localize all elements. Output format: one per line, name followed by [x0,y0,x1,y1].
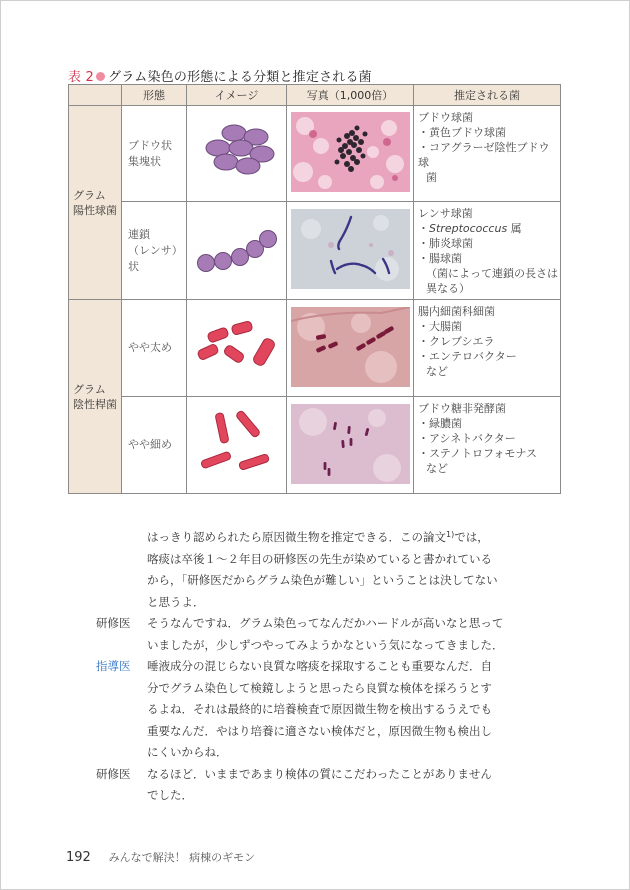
page-number: 192 [66,850,91,865]
bacteria-line: レンサ球菌 [418,207,473,220]
shape-cell [122,300,187,397]
bacteria-line: ・エンテロバクター [418,350,517,363]
dialogue-line: 重要なんだ．やはり培養に適さない検体だと，原因微生物も検出し [147,723,492,738]
header-photo: 写真（1,000倍） [287,85,414,106]
bacteria-line: など [426,462,448,475]
table-header-row [69,85,561,106]
shape-cell [122,106,187,202]
photo-thick-rods [287,300,414,397]
table-row [69,300,561,397]
group-label-line: 陰性桿菌 [73,397,117,411]
dialogue-line: はっきり認められたら原因微生物を推定できる．この論文$^{1)}$では， [147,530,489,544]
header-bacteria: 推定される菌 [414,85,561,106]
shape-label: 集塊状 [128,154,161,168]
thick-rods-illustration [192,312,282,382]
image-thick-rods [187,300,287,397]
dialogue-paragraph [96,524,551,613]
table-row [69,397,561,494]
photo-chain-cocci [287,202,414,300]
bacteria-line: など [426,365,448,378]
group-label-line: グラム [73,382,106,396]
shape-cell [122,202,187,300]
shape-label: やや細め [128,438,172,451]
chain-cocci-illustration [192,219,282,279]
bacteria-line: ・緑膿菌 [418,417,462,430]
speaker-resident: 研修医 [96,766,131,781]
header-corner [69,85,122,106]
dialogue-line: いましたが，少しずつやってみようかなという気になってきました． [147,637,504,652]
photo-cluster-cocci [287,106,414,202]
shape-label: ブドウ状 [128,138,172,152]
bacteria-line: ・ステノトロフォモナス [418,447,538,460]
cluster-cocci-illustration [192,117,282,187]
micrograph-staphylococcus [291,112,410,192]
dialogue-line: にくいからね． [147,745,228,759]
page-footer [66,849,255,865]
dialogue-line: なるほど．いままであまり検体の質にこだわったことがありません [147,766,492,781]
bacteria-line: ・アシネトバクター [418,432,516,445]
speaker-attending: 指導医 [96,659,131,673]
photo-thin-rods [287,397,414,494]
group-gram-positive-cocci [69,106,122,300]
table-number: 表 2 [68,70,95,85]
micrograph-enterobacteriaceae [291,307,410,387]
bacteria-line: ・肺炎球菌 [418,237,473,250]
bacteria-line: ・Streptococcus 属 [418,222,522,235]
dialogue-line: 唾液成分の混じらない良質な喀痰を採取することも重要なんだ．自 [147,659,492,673]
bacteria-line: 異なる） [426,282,470,295]
dialogue-paragraph [96,656,551,764]
bacteria-line: ・腸球菌 [418,252,462,265]
dialogue-line: と思うよ． [147,594,205,609]
bacteria-line: ・クレブシエラ [418,335,495,348]
header-image: イメージ [187,85,287,106]
dialogue-line: から，「研修医だからグラム染色が難しい」ということは決してない [147,573,498,587]
table-row [69,106,561,202]
bacteria-line: 菌 [426,171,437,184]
bacteria-line: ・大腸菌 [418,320,462,333]
micrograph-streptococcus [291,209,410,289]
image-chain-cocci [187,202,287,300]
dialogue-paragraph [96,613,551,656]
bacteria-cell [414,300,561,397]
speaker-resident: 研修医 [96,616,131,630]
shape-label: 連鎖 [128,227,150,241]
bacteria-cell [414,397,561,494]
micrograph-nonfermenter [291,404,410,484]
dialogue-line: 喀痰は卒後１〜２年目の研修医の先生が染めていると書かれている [147,551,492,566]
bacteria-line: 腸内細菌科細菌 [418,305,495,318]
image-thin-rods [187,397,287,494]
bacteria-cell [414,106,561,202]
table-row [69,202,561,300]
header-shape: 形態 [122,85,187,106]
group-label-line: グラム [73,188,106,202]
bacteria-line: ブドウ糖非発酵菌 [418,402,506,415]
image-cluster-cocci [187,106,287,202]
bacteria-cell [414,202,561,300]
bacteria-line: ・コアグラーゼ陰性ブドウ球 [418,141,550,169]
bacteria-line: ブドウ球菌 [418,111,473,124]
shape-label: やや太め [128,341,172,354]
dialogue-section [96,524,551,807]
bacteria-line: ・黄色ブドウ球菌 [418,126,506,139]
morphology-table [68,84,561,494]
bacteria-line: （菌によって連鎖の長さは [426,267,558,280]
table-caption: グラム染色の形態による分類と推定される菌 [108,70,372,85]
dialogue-line: そうなんですね．グラム染色ってなんだかハードルが高いなと思って [147,616,504,630]
table-title [68,66,372,85]
thin-rods-illustration [192,404,282,484]
shape-cell [122,397,187,494]
citation-superscript: 1) [446,530,455,539]
group-gram-negative-rods [69,300,122,494]
shape-label: （レンサ）状 [128,243,183,273]
bullet-dot-icon [96,72,105,81]
dialogue-line: るよね．それは最終的に培養検査で原因微生物を検出するうえでも [147,702,492,716]
dialogue-line: でした． [147,788,193,802]
dialogue-line: 分でグラム染色して検鏡しようと思ったら良質な検体を採ろうとす [147,680,492,695]
book-title: みんなで解決！ 病棟のギモン [108,851,256,864]
dialogue-paragraph [96,764,551,807]
group-label-line: 陽性球菌 [73,203,117,217]
